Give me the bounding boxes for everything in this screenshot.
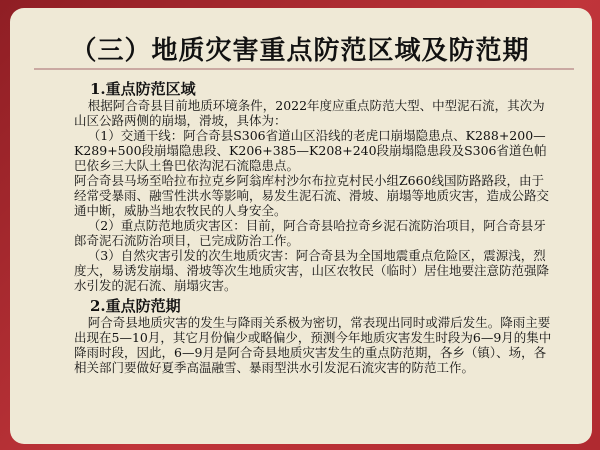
section-heading-key-period: 2.重点防范期 (90, 297, 181, 315)
section1-intro: 根据阿合奇县目前地质环境条件，2022年度应重点防范大型、中型泥石流，其次为山区公路两侧的崩塌，滑坡，具体为： (74, 98, 545, 128)
slide-content (74, 80, 554, 375)
section1-item-3: （3）自然灾害引发的次生地质灾害：阿合奇县为全国地震重点危险区，震源浅，烈度大，易诱发崩塌、滑坡等次生地质灾害，山区农牧民（临时）居住地要注意防范强降水引发的泥石流、崩塌灾害。 (74, 248, 550, 293)
section-heading-key-areas: 1.重点防范区域 (90, 80, 196, 98)
section1-item-1: （1）交通干线：阿合奇县S306省道山区沿线的老虎口崩塌隐患点、K288+200—K289+500段崩塌隐患段、K206+385—K208+240段崩塌隐患段及S306省道色帕巴依乡三大队土鲁巴依沟泥石流隐患点。 (74, 128, 547, 173)
section1-item-1-continued: 阿合奇县马场至哈拉布拉克乡阿翁库村沙尔布拉克村民小组Z660线国防路路段，由于经常受暴雨、融雪性洪水等影响，易发生泥石流、滑坡、崩塌等地质灾害，造成公路交通中断，威胁当地农牧民的人身安全。 (74, 173, 550, 218)
slide-title: （三）地质灾害重点防范区域及防范期 (70, 36, 530, 66)
title-divider (34, 68, 574, 70)
section2-body: 阿合奇县地质灾害的发生与降雨关系极为密切，常表现出同时或滞后发生。降雨主要出现在5—10月，其它月份偏少或略偏少，预测今年地质灾害发生时段为6—9月的集中降雨时段，因此，6—9月是阿合奇县地质灾害发生的重点防范期，各乡（镇）、场，各相关部门要做好夏季高温融雪、暴雨型洪水引发泥石流灾害的防范工作。 (74, 315, 552, 375)
section1-item-2: （2）重点防范地质灾害区：目前，阿合奇县哈拉奇乡泥石流防治项目，阿合奇县牙郎奇泥石流防治项目，已完成防治工作。 (74, 218, 546, 248)
